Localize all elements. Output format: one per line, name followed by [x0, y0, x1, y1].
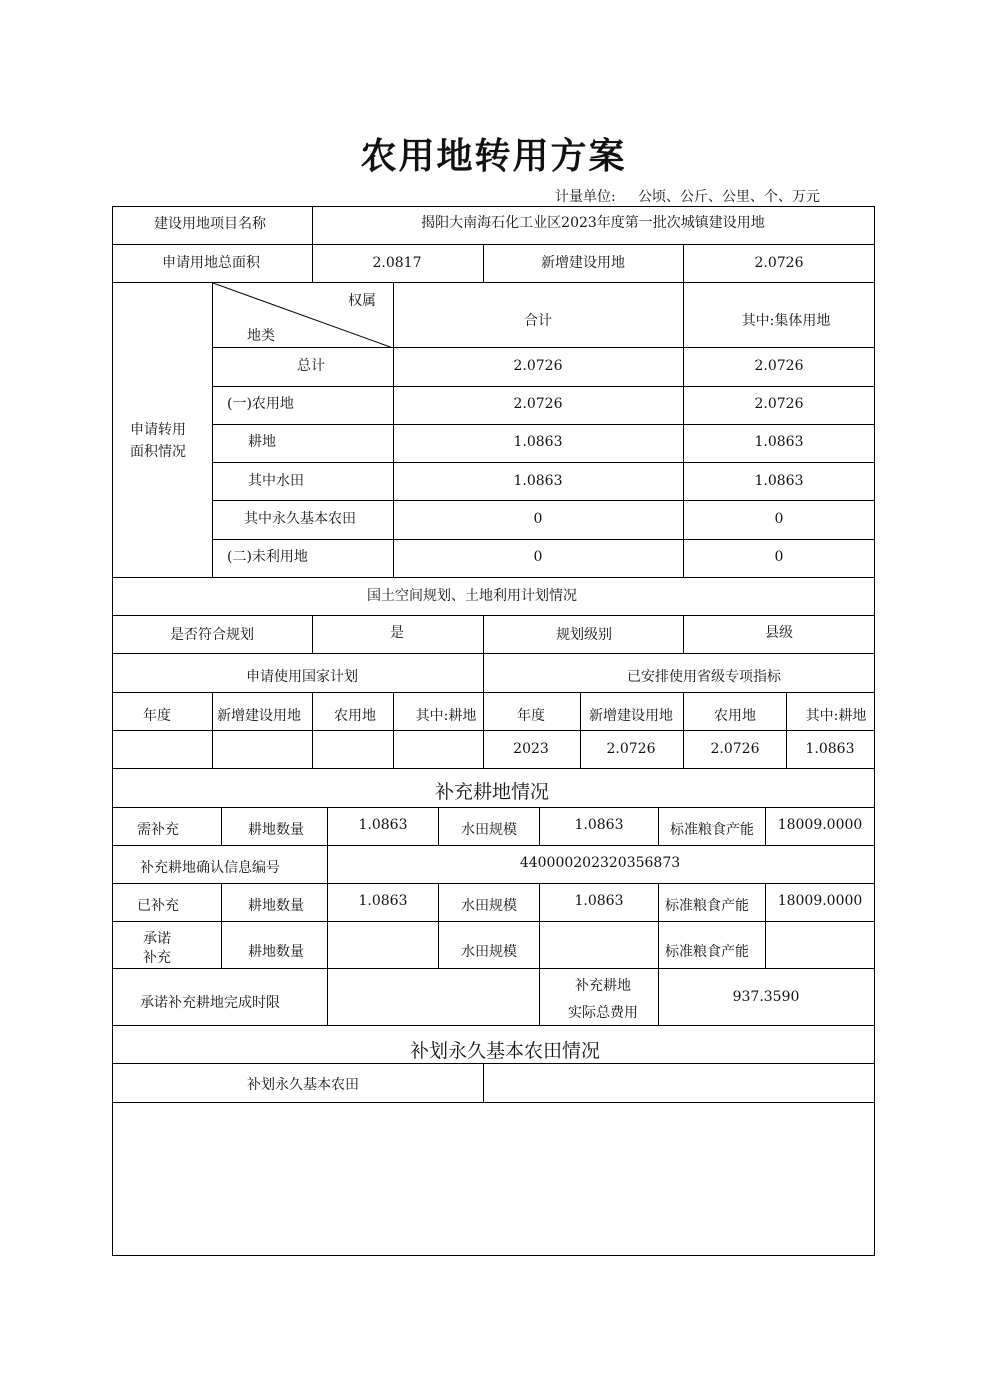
col-rule — [393, 692, 394, 769]
col-rule — [393, 282, 394, 578]
conversion-row-label: 总计 — [297, 358, 325, 374]
row-rule — [213, 386, 875, 387]
confirm-label: 补充耕地确认信息编号 — [140, 860, 280, 876]
promise-supplement-label: 补充 — [143, 950, 171, 966]
promise-supplement-label: 承诺 — [143, 931, 171, 947]
project-name-value: 揭阳大南海石化工业区2023年度第一批次城镇建设用地 — [421, 215, 765, 231]
plan-col-header: 新增建设用地 — [217, 708, 301, 724]
conversion-row-label: (二)未利用地 — [227, 549, 308, 565]
total-area-value: 2.0817 — [372, 255, 422, 271]
deadline-label: 承诺补充耕地完成时限 — [140, 995, 280, 1011]
basic-farmland-label: 补划永久基本农田 — [247, 1077, 359, 1093]
col-rule — [765, 883, 766, 969]
row-rule — [112, 845, 875, 846]
col-rule — [658, 807, 659, 846]
conversion-section-label: 申请转用 — [130, 422, 186, 438]
col-rule — [483, 244, 484, 283]
total-area-label: 申请用地总面积 — [162, 255, 260, 271]
confirm-value: 440000202320356873 — [519, 855, 681, 871]
done-paddy-label: 水田规模 — [461, 898, 517, 914]
col-rule — [580, 692, 581, 769]
provincial-index-header: 已安排使用省级专项指标 — [627, 669, 781, 685]
row-rule — [112, 653, 875, 654]
plan-col-header: 新增建设用地 — [589, 708, 673, 724]
corner-header-ownership: 权属 — [348, 293, 376, 309]
row-rule — [112, 807, 875, 808]
row-rule — [112, 1025, 875, 1026]
plan-value: 2.0726 — [606, 741, 656, 757]
col-rule — [683, 692, 684, 769]
col-rule — [312, 615, 313, 654]
conversion-row-label: 耕地 — [248, 434, 276, 450]
row-rule — [112, 692, 875, 693]
col-rule — [327, 807, 328, 846]
unit-values: 公顷、公斤、公里、个、万元 — [637, 189, 820, 205]
col-header-collective: 其中:集体用地 — [741, 313, 831, 329]
row-rule — [213, 539, 875, 540]
conversion-row-total: 0 — [533, 511, 543, 527]
conversion-row-collective: 2.0726 — [754, 358, 804, 374]
conversion-row-collective: 1.0863 — [754, 473, 804, 489]
col-rule — [212, 692, 213, 769]
row-rule — [112, 883, 875, 884]
row-rule — [112, 921, 875, 922]
conversion-row-collective: 2.0726 — [754, 396, 804, 412]
national-plan-header: 申请使用国家计划 — [246, 669, 358, 685]
row-rule — [112, 968, 875, 969]
col-rule — [221, 807, 222, 846]
need-qty-label: 耕地数量 — [248, 822, 304, 838]
table-border — [112, 206, 875, 207]
promise-paddy-label: 水田规模 — [461, 944, 517, 960]
document-title: 农用地转用方案 — [360, 135, 627, 177]
col-rule — [539, 883, 540, 1026]
row-rule — [112, 577, 875, 578]
conversion-row-collective: 0 — [774, 549, 784, 565]
new-construction-label: 新增建设用地 — [541, 255, 625, 271]
col-rule — [483, 1063, 484, 1103]
plan-col-header: 其中:耕地 — [415, 708, 477, 724]
row-rule — [112, 1102, 875, 1103]
unit-line — [555, 186, 820, 206]
cost-label: 补充耕地 — [575, 978, 631, 994]
col-rule — [438, 807, 439, 846]
conversion-row-total: 0 — [533, 549, 543, 565]
conversion-row-total: 1.0863 — [513, 434, 563, 450]
need-grain-value: 18009.0000 — [777, 817, 863, 833]
plan-level-value: 县级 — [765, 625, 793, 641]
promise-qty-label: 耕地数量 — [248, 944, 304, 960]
conversion-row-label: 其中水田 — [248, 473, 304, 489]
plan-col-header: 其中:耕地 — [805, 708, 867, 724]
corner-header-landtype: 地类 — [247, 328, 275, 344]
planning-header: 国土空间规划、土地利用计划情况 — [367, 588, 577, 604]
cost-label: 实际总费用 — [568, 1005, 638, 1021]
table-border — [112, 206, 113, 1256]
col-rule — [683, 282, 684, 578]
conversion-row-label: (一)农用地 — [227, 396, 294, 412]
row-rule — [112, 615, 875, 616]
col-header-total: 合计 — [524, 313, 552, 329]
conversion-row-label: 其中永久基本农田 — [244, 511, 356, 527]
col-rule — [683, 244, 684, 283]
col-rule — [683, 615, 684, 654]
conform-label: 是否符合规划 — [170, 627, 254, 643]
need-grain-label: 标准粮食产能 — [670, 822, 754, 838]
plan-level-label: 规划级别 — [556, 627, 612, 643]
plan-value: 2.0726 — [710, 741, 760, 757]
plan-col-header: 农用地 — [334, 708, 376, 724]
plan-col-header: 年度 — [517, 708, 545, 724]
row-rule — [213, 462, 875, 463]
col-rule — [438, 883, 439, 969]
done-qty-value: 1.0863 — [358, 893, 408, 909]
need-paddy-value: 1.0863 — [574, 817, 624, 833]
done-grain-label: 标准粮食产能 — [665, 898, 749, 914]
row-rule — [112, 730, 875, 731]
conversion-row-collective: 0 — [774, 511, 784, 527]
new-construction-value: 2.0726 — [754, 255, 804, 271]
done-qty-label: 耕地数量 — [248, 898, 304, 914]
done-supplement-label: 已补充 — [137, 898, 179, 914]
supplement-header: 补充耕地情况 — [434, 781, 550, 803]
cost-value: 937.3590 — [732, 989, 800, 1005]
table-border — [874, 206, 875, 1256]
plan-value: 2023 — [513, 741, 549, 757]
conversion-row-total: 1.0863 — [513, 473, 563, 489]
row-rule — [213, 424, 875, 425]
conversion-section-label: 面积情况 — [130, 444, 186, 460]
table-border — [112, 1255, 875, 1256]
project-name-label: 建设用地项目名称 — [154, 216, 266, 232]
col-rule — [221, 883, 222, 969]
col-rule — [765, 807, 766, 846]
conform-value: 是 — [390, 625, 404, 641]
col-rule — [658, 883, 659, 1026]
need-paddy-label: 水田规模 — [461, 822, 517, 838]
col-rule — [312, 692, 313, 769]
done-grain-value: 18009.0000 — [777, 893, 863, 909]
unit-label: 计量单位: — [555, 189, 616, 205]
plan-value: 1.0863 — [805, 741, 855, 757]
done-paddy-value: 1.0863 — [574, 893, 624, 909]
row-rule — [213, 500, 875, 501]
need-supplement-label: 需补充 — [137, 822, 179, 838]
plan-col-header: 农用地 — [714, 708, 756, 724]
col-rule — [483, 615, 484, 769]
plan-col-header: 年度 — [143, 708, 171, 724]
col-rule — [312, 206, 313, 283]
row-rule — [112, 768, 875, 769]
need-qty-value: 1.0863 — [358, 817, 408, 833]
row-rule — [112, 244, 875, 245]
col-rule — [786, 692, 787, 769]
basic-farmland-header: 补划永久基本农田情况 — [409, 1040, 601, 1062]
conversion-row-total: 2.0726 — [513, 358, 563, 374]
conversion-row-total: 2.0726 — [513, 396, 563, 412]
col-rule — [539, 807, 540, 846]
conversion-row-collective: 1.0863 — [754, 434, 804, 450]
promise-grain-label: 标准粮食产能 — [665, 944, 749, 960]
col-rule — [327, 845, 328, 1026]
